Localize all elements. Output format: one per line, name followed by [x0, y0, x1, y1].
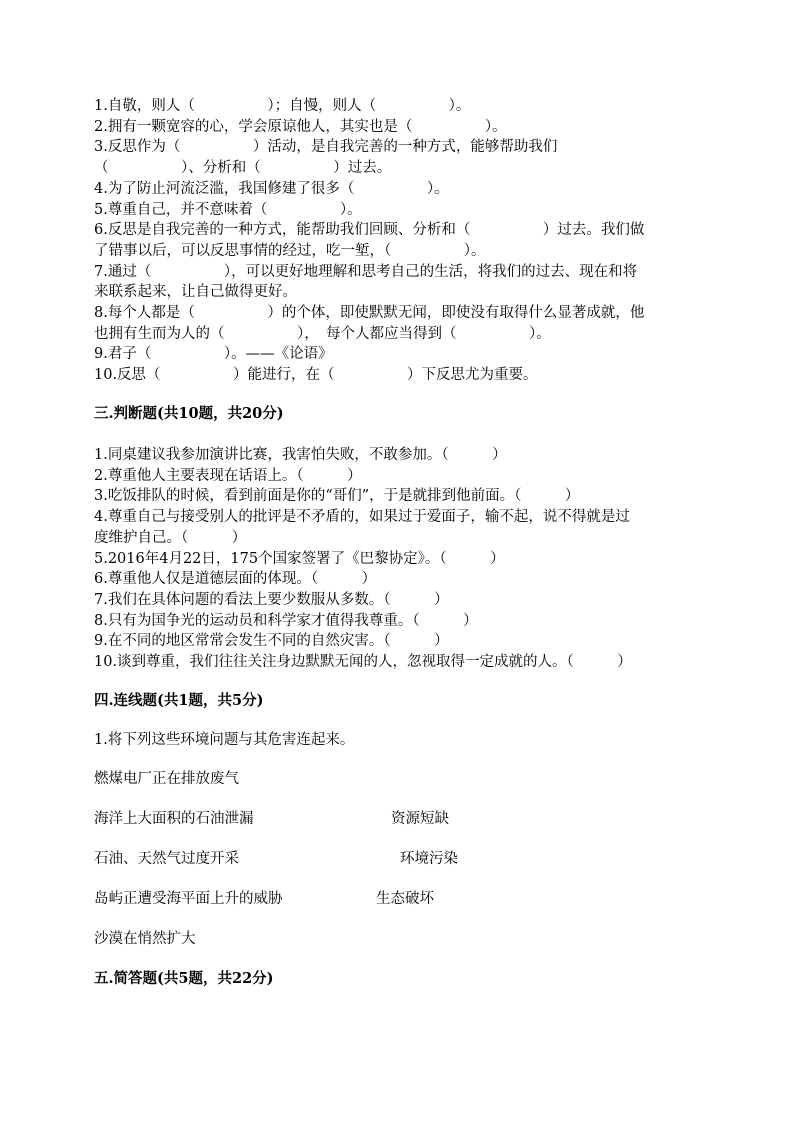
- matching-left-item: 海洋上大面积的石油泄漏: [94, 811, 254, 827]
- question-line: 2.尊重他人主要表现在话语上。（ ）: [94, 467, 362, 484]
- fill-blank-line: 4.为了防止河流泛滥，我国修建了很多（ ）。: [94, 180, 449, 197]
- question-line: 8.只有为国争光的运动员和科学家才值得我尊重。（ ）: [94, 612, 478, 629]
- fill-blank-line: 5.尊重自己，并不意味着（ ）。: [94, 201, 362, 218]
- short-answer-section: [94, 969, 698, 989]
- fill-blank-section: [94, 96, 698, 386]
- fill-blank-line: 9.君子（ ）。——《论语》: [94, 346, 333, 363]
- question-line: 度维护自己。（ ）: [94, 529, 247, 546]
- matching-left-item: 燃煤电厂正在排放废气: [94, 771, 239, 787]
- question-line: 1.同桌建议我参加演讲比赛，我害怕失败，不敢参加。（ ）: [94, 447, 507, 463]
- matching-left-item: 石油、天然气过度开采: [94, 851, 239, 867]
- fill-blank-line: 7.通过（ ），可以更好地理解和思考自己的生活，将我们的过去、现在和将: [94, 263, 638, 280]
- fill-blank-line: 了错事以后，可以反思事情的经过，吃一堑，（ ）。: [94, 242, 486, 259]
- matching-right-item: 生态破坏: [376, 891, 434, 907]
- fill-blank-line: （ ）、分析和（ ）过去。: [94, 160, 392, 177]
- fill-blank-line: 2.拥有一颗宽容的心，学会原谅他人，其实也是（ ）。: [94, 118, 507, 135]
- matching-right-item: 资源短缺: [391, 811, 449, 827]
- section-heading: 四.连线题(共1题，共5分): [94, 692, 264, 709]
- fill-blank-line: 来联系起来，让自己做得更好。: [94, 284, 297, 301]
- matching-row: [94, 849, 698, 869]
- fill-blank-line: 也拥有生而为人的（ ）， 每个人都应当得到（ ）。: [94, 325, 551, 342]
- question-line: 4.尊重自己与接受别人的批评是不矛盾的，如果过于爱面子，输不起，说不得就是过: [94, 509, 630, 526]
- question-line: 7.我们在具体问题的看法上要少数服从多数。（ ）: [94, 591, 449, 608]
- section-heading: 三.判断题(共10题，共20分): [94, 405, 284, 422]
- fill-blank-line: 1.自敬，则人（ ）；自慢，则人（ ）。: [94, 98, 471, 114]
- matching-row: [94, 809, 698, 829]
- matching-row: [94, 769, 698, 789]
- question-line: 6.尊重他人仅是道德层面的体现。（ ）: [94, 571, 377, 588]
- fill-blank-line: 8.每个人都是（ ）的个体，即使默默无闻，即使没有取得什么显著成就，他: [94, 305, 645, 322]
- true-false-list: [94, 445, 698, 673]
- matching-row: [94, 889, 698, 909]
- matching-right-item: 环境污染: [400, 851, 458, 867]
- question-line: 10.谈到尊重，我们往往关注身边默默无闻的人，忽视取得一定成就的人。（ ）: [94, 654, 632, 671]
- matching-section: [94, 691, 698, 711]
- fill-blank-line: 6.反思是自我完善的一种方式，能帮助我们回顾、分析和（ ）过去。我们做: [94, 222, 645, 239]
- matching-row: [94, 929, 698, 949]
- fill-blank-line: 10.反思（ ）能进行，在（ ）下反思尤为重要。: [94, 367, 538, 384]
- question-line: 9.在不同的地区常常会发生不同的自然灾害。（ ）: [94, 633, 449, 650]
- question-line: 1.将下列这些环境问题与其危害连起来。: [94, 732, 355, 748]
- fill-blank-line: 3.反思作为（ ）活动，是自我完善的一种方式，能够帮助我们: [94, 139, 558, 156]
- true-false-section: [94, 404, 698, 424]
- matching-left-item: 岛屿正遭受海平面上升的威胁: [94, 891, 283, 907]
- matching-left-item: 沙漠在悄然扩大: [94, 931, 196, 947]
- section-heading: 五.简答题(共5题，共22分): [94, 970, 274, 987]
- matching-question: [94, 730, 698, 751]
- question-line: 5.2016年4月22日，175个国家签署了《巴黎协定》。（ ）: [94, 550, 505, 567]
- question-line: 3.吃饭排队的时候，看到前面是你的“哥们”，于是就排到他前面。（ ）: [94, 488, 580, 505]
